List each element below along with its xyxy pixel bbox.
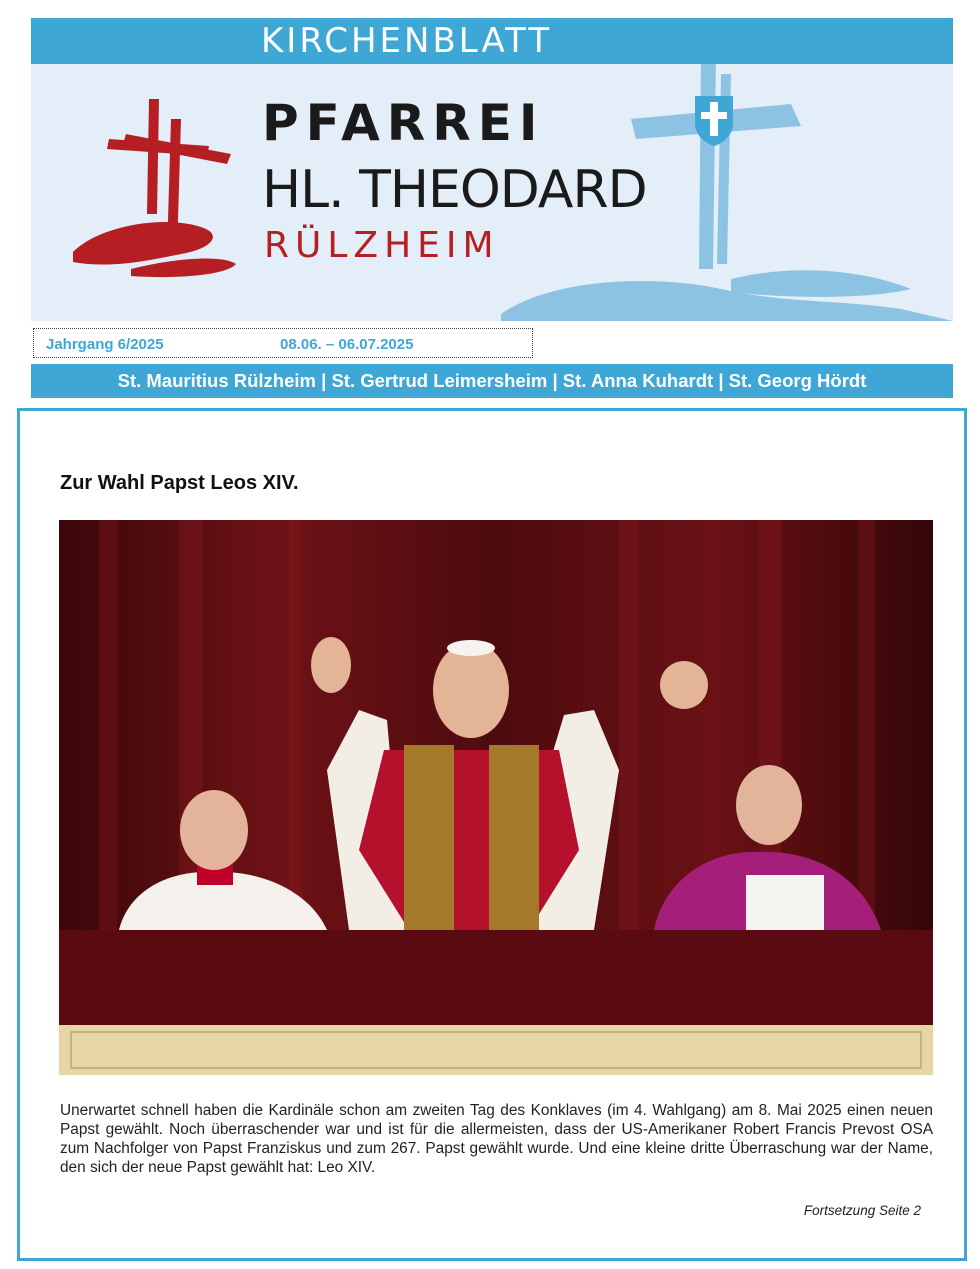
masthead-title-pfarrei: PFARREI bbox=[262, 94, 545, 152]
masthead-title-theodard: HL. THEODARD bbox=[262, 160, 647, 220]
issue-period: 08.06. – 06.07.2025 bbox=[280, 336, 414, 353]
article-body: Unerwartet schnell haben die Kardinäle schon am zweiten Tag des Konklaves (im 4. Wahlgang) am 8. Mai 2025 einen neuen Papst gewählt. Noch überraschender war und ist für die allermeisten, dass der US-Amerikaner Robert Francis Prevost OSA zum Nachfolger von Papst Franziskus und zum 267. Papst gewählt wurde. Und eine kleine dritte Überraschung war der Name, den sich der neue Papst gewählt hat: Leo XIV. bbox=[60, 1102, 933, 1176]
pope-balcony-photo bbox=[59, 520, 933, 1075]
kirchenblatt-banner bbox=[31, 18, 953, 64]
photo-illustration bbox=[59, 520, 933, 1075]
parish-list-bar bbox=[31, 364, 953, 398]
kicker-text: KIRCHENBLATT bbox=[261, 21, 553, 61]
issue-volume: Jahrgang 6/2025 bbox=[46, 336, 164, 353]
masthead-title-ruelzheim: RÜLZHEIM bbox=[264, 225, 500, 266]
continuation-note: Fortsetzung Seite 2 bbox=[803, 1203, 921, 1218]
parish-list: St. Mauritius Rülzheim | St. Gertrud Leimersheim | St. Anna Kuhardt | St. Georg Hördt bbox=[117, 370, 867, 391]
red-cross-icon bbox=[73, 99, 236, 277]
article-title: Zur Wahl Papst Leos XIV. bbox=[60, 472, 299, 494]
issue-info-box bbox=[33, 328, 533, 358]
